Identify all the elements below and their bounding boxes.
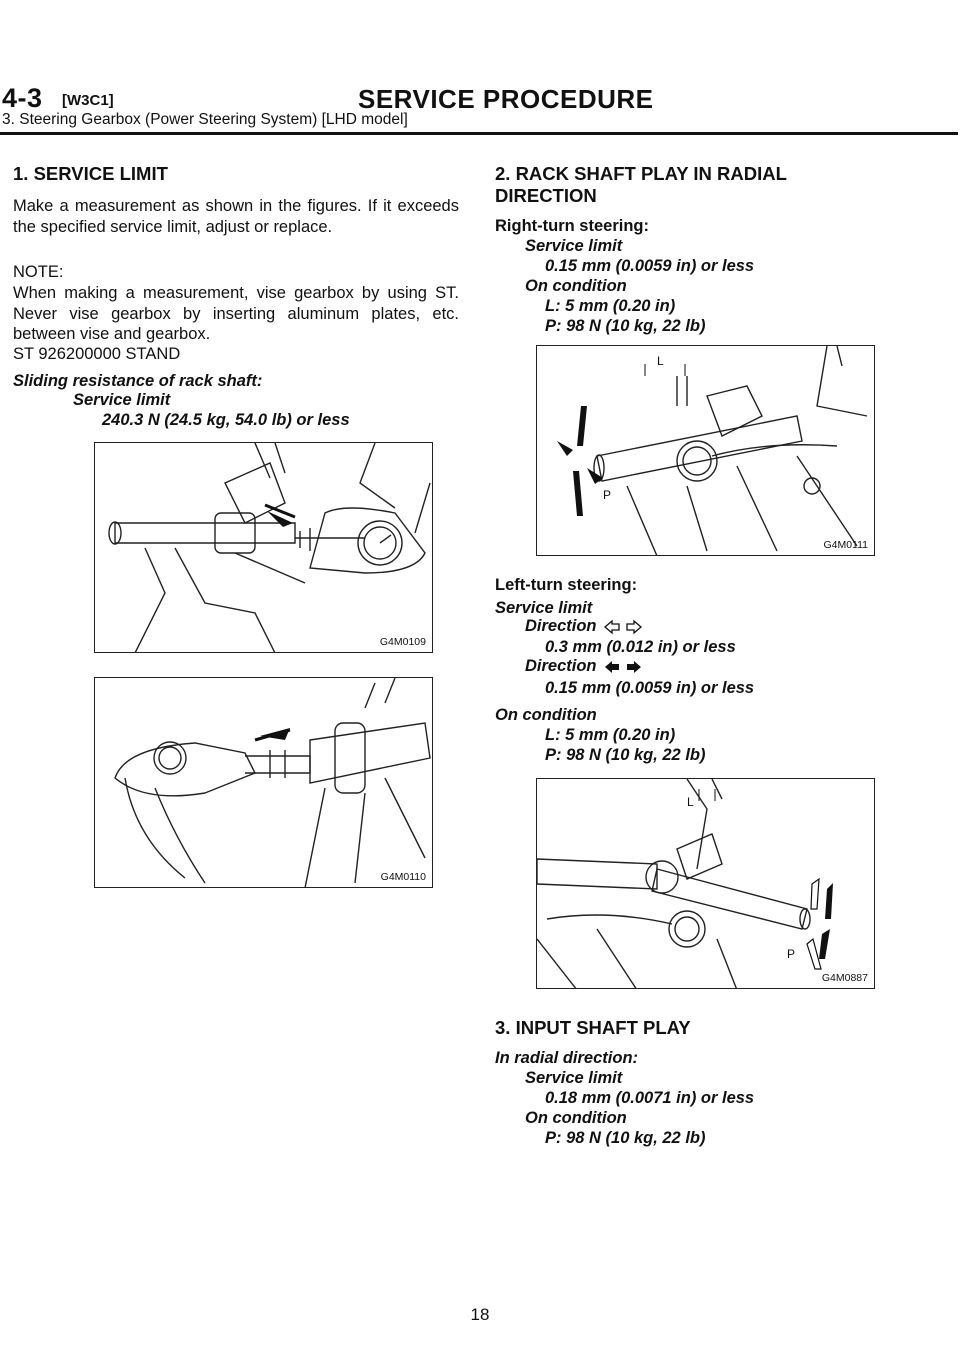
figure-id: G4M0887 — [821, 972, 868, 984]
outline-arrows-icon — [603, 619, 643, 635]
sliding-heading: Sliding resistance of rack shaft: — [13, 372, 263, 390]
note-text: When making a measurement, vise gearbox by using ST. Never vise gearbox by inserting aluminum plates, etc. between vise and gearbox. — [13, 284, 459, 343]
label-p: P — [787, 947, 796, 961]
direction-label: Direction — [525, 657, 597, 675]
heading-rack-shaft-play-line2: DIRECTION — [495, 185, 597, 206]
figure-g4m0111 — [536, 345, 875, 556]
header-rule — [0, 132, 958, 135]
page-number: 18 — [470, 1305, 490, 1324]
note-label: NOTE: — [13, 263, 64, 281]
rt-limit-label: Service limit — [525, 237, 623, 255]
left-turn-heading: Left-turn steering: — [495, 576, 638, 594]
lt-dir2-value: 0.15 mm (0.0059 in) or less — [545, 679, 755, 697]
page-title: SERVICE PROCEDURE — [358, 84, 654, 114]
section-code: [W3C1] — [62, 92, 114, 109]
figure-id: G4M0111 — [823, 539, 868, 551]
heading-service-limit: 1. SERVICE LIMIT — [13, 163, 168, 184]
direction-1 — [525, 617, 643, 636]
direction-2 — [525, 657, 643, 676]
solid-arrows-icon — [603, 659, 643, 675]
is-limit-value: 0.18 mm (0.0071 in) or less — [545, 1089, 755, 1107]
gearbox-illustration — [537, 346, 875, 556]
figure-g4m0109 — [94, 442, 433, 653]
label-l: L — [687, 795, 694, 809]
radial-heading: In radial direction: — [495, 1049, 639, 1067]
is-cond-label: On condition — [525, 1109, 627, 1127]
right-turn-heading: Right-turn steering: — [495, 217, 649, 235]
gearbox-illustration — [95, 443, 433, 653]
st-tool: ST 926200000 STAND — [13, 345, 181, 363]
lt-cond-l: L: 5 mm (0.20 in) — [545, 726, 676, 744]
lt-limit-label: Service limit — [495, 599, 593, 617]
figure-g4m0110 — [94, 677, 433, 888]
label-p: P — [603, 488, 612, 502]
page-subtitle: 3. Steering Gearbox (Power Steering System) [LHD model] — [2, 111, 408, 128]
figure-g4m0887 — [536, 778, 875, 989]
heading-input-shaft-play: 3. INPUT SHAFT PLAY — [495, 1017, 691, 1038]
heading-rack-shaft-play: 2. RACK SHAFT PLAY IN RADIAL — [495, 163, 787, 184]
intro-text: Make a measurement as shown in the figures. If it exceeds the specified service limit, adjust or replace. — [13, 197, 459, 236]
label-l: L — [657, 354, 664, 368]
direction-label: Direction — [525, 617, 597, 635]
lt-dir1-value: 0.3 mm (0.012 in) or less — [545, 638, 736, 656]
rt-cond-label: On condition — [525, 277, 627, 295]
rt-cond-p: P: 98 N (10 kg, 22 lb) — [545, 317, 706, 335]
is-limit-label: Service limit — [525, 1069, 623, 1087]
lt-cond-label: On condition — [495, 706, 597, 724]
lt-cond-p: P: 98 N (10 kg, 22 lb) — [545, 746, 706, 764]
rt-cond-l: L: 5 mm (0.20 in) — [545, 297, 676, 315]
gearbox-illustration — [95, 678, 433, 888]
section-number: 4-3 — [2, 83, 43, 113]
figure-id: G4M0109 — [379, 636, 426, 648]
gearbox-illustration — [537, 779, 875, 989]
figure-id: G4M0110 — [380, 871, 426, 883]
is-cond-p: P: 98 N (10 kg, 22 lb) — [545, 1129, 706, 1147]
sliding-limit-value: 240.3 N (24.5 kg, 54.0 lb) or less — [102, 411, 350, 429]
sliding-limit-label: Service limit — [73, 391, 171, 409]
rt-limit-value: 0.15 mm (0.0059 in) or less — [545, 257, 755, 275]
